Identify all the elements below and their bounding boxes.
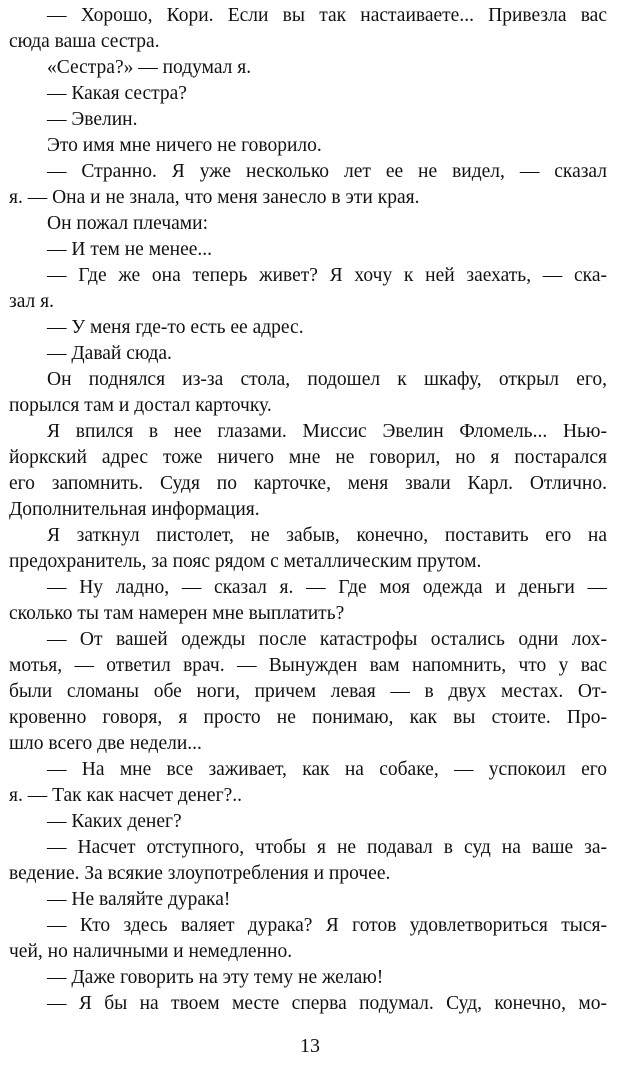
text-line: сколько ты там намерен мне выплатить?	[9, 603, 345, 624]
text-line: я. — Так как насчет денег?..	[9, 785, 242, 806]
page-number: 13	[300, 1035, 320, 1057]
text-line: — Ну ладно, — сказал я. — Где моя одежда и деньги —	[47, 577, 607, 598]
text-line: — От вашей одежды после катастрофы остались одни лох-	[47, 629, 607, 650]
text-line: зал я.	[9, 291, 54, 312]
text-line: — Какая сестра?	[47, 83, 187, 104]
text-line: сюда ваша сестра.	[9, 31, 160, 52]
text-line: — Я бы на твоем месте сперва подумал. Суд, конечно, мо-	[47, 993, 607, 1014]
text-line: — Даже говорить на эту тему не желаю!	[47, 967, 384, 988]
text-line: — И тем не менее...	[47, 239, 213, 260]
text-line: Дополнительная информация.	[9, 499, 260, 520]
book-page-text	[9, 3, 607, 1017]
text-line: Я впился в нее глазами. Миссис Эвелин Фломель... Нью-	[47, 421, 607, 442]
text-line: «Сестра?» — подумал я.	[47, 57, 252, 78]
text-line: мотья, — ответил врач. — Вынужден вам напомнить, что у вас	[9, 655, 607, 676]
text-line: Он пожал плечами:	[47, 213, 208, 234]
text-line: чей, но наличными и немедленно.	[9, 941, 293, 962]
text-line: ведение. За всякие злоупотребления и прочее.	[9, 863, 391, 884]
text-line: — Эвелин.	[47, 109, 138, 130]
text-line: Он поднялся из-за стола, подошел к шкафу, открыл его,	[47, 369, 607, 390]
text-line: — Хорошо, Кори. Если вы так настаиваете... Привезла вас	[47, 5, 607, 26]
text-line: его запомнить. Судя по карточке, меня звали Карл. Отлично.	[9, 473, 607, 494]
text-line: йоркский адрес тоже ничего мне не говорил, но я постарался	[9, 447, 607, 468]
text-line: я. — Она и не знала, что меня занесло в эти края.	[9, 187, 420, 208]
text-line: шло всего две недели...	[9, 733, 202, 754]
text-line: кровенно говоря, я просто не понимаю, как вы стоите. Про-	[9, 707, 607, 728]
text-line: Это имя мне ничего не говорило.	[47, 135, 322, 156]
text-line: — На мне все заживает, как на собаке, — успокоил его	[47, 759, 607, 780]
text-line: Я заткнул пистолет, не забыв, конечно, поставить его на	[47, 525, 607, 546]
text-line: порылся там и достал карточку.	[9, 395, 272, 416]
text-line: — Кто здесь валяет дурака? Я готов удовлетвориться тыся-	[47, 915, 607, 936]
text-line: — У меня где-то есть ее адрес.	[47, 317, 304, 338]
text-line: — Не валяйте дурака!	[47, 889, 231, 910]
text-line: — Насчет отступного, чтобы я не подавал в суд на ваше за-	[47, 837, 607, 858]
text-line: были сломаны обе ноги, причем левая — в двух местах. От-	[9, 681, 607, 702]
text-line: — Где же она теперь живет? Я хочу к ней заехать, — ска-	[47, 265, 607, 286]
text-line: — Странно. Я уже несколько лет ее не видел, — сказал	[47, 161, 607, 182]
text-line: — Каких денег?	[47, 811, 182, 832]
text-line: предохранитель, за пояс рядом с металлическим прутом.	[9, 551, 482, 572]
text-line: — Давай сюда.	[47, 343, 172, 364]
